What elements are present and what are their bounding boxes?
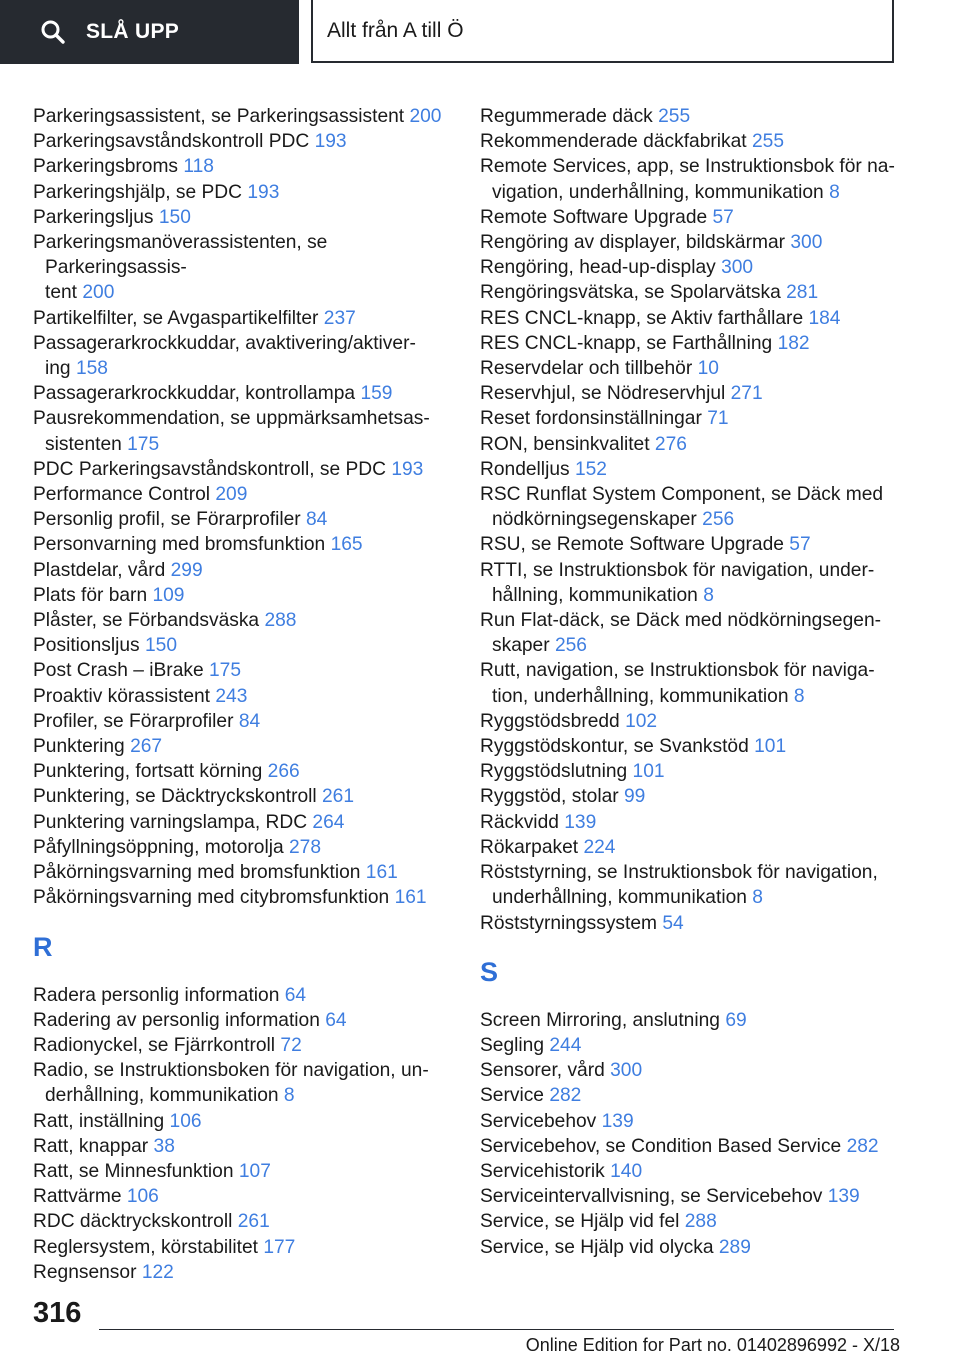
- index-entry-text: Ryggstödsbredd: [480, 710, 620, 732]
- section-letter: S: [480, 956, 499, 987]
- index-entry-text: Servicehistorik: [480, 1160, 605, 1182]
- page-reference-link[interactable]: 175: [208, 660, 241, 682]
- index-entry: [33, 532, 463, 557]
- index-entry-text: Reservhjul, se Nödreservhjul: [480, 383, 726, 405]
- index-entry-text: Rondelljus: [480, 458, 570, 480]
- index-entry-text: Radera personlig information: [33, 984, 280, 1006]
- index-entry-text: Ratt, inställning: [33, 1110, 165, 1132]
- index-entry: [480, 1134, 910, 1159]
- index-entry-text: RON, bensinkvalitet: [480, 433, 650, 455]
- page-reference-link[interactable]: 299: [170, 559, 203, 581]
- index-entry-text: Screen Mirroring, anslutning: [480, 1009, 720, 1031]
- index-entry: [33, 709, 463, 734]
- search-button[interactable]: [0, 0, 299, 64]
- index-entry: [33, 104, 463, 129]
- index-entry-text: Parkeringsavståndskontroll PDC: [33, 131, 310, 153]
- index-entry-text: RTTI, se Instruktionsbok för navigation, under- hållning, kommunikation: [480, 559, 875, 606]
- index-entry-text: Parkeringshjälp, se PDC: [33, 181, 243, 203]
- index-entry-text: Service, se Hjälp vid fel: [480, 1211, 680, 1233]
- index-entry-text: Plastdelar, vård: [33, 559, 166, 581]
- page-reference-link[interactable]: 193: [314, 131, 347, 153]
- page-reference-link[interactable]: 256: [702, 509, 735, 531]
- section-letter: R: [33, 931, 53, 962]
- index-entry-text: Partikelfilter, se Avgaspartikelfilter: [33, 307, 319, 329]
- index-entry-text: Remote Software Upgrade: [480, 206, 708, 228]
- index-column-left: [33, 104, 463, 1285]
- page-reference-link[interactable]: 276: [654, 433, 687, 455]
- index-title-tab[interactable]: [311, 0, 894, 63]
- page-reference-link[interactable]: 139: [564, 811, 597, 833]
- page-reference-link[interactable]: 161: [365, 862, 398, 884]
- page-reference-link[interactable]: 84: [306, 509, 328, 531]
- index-entry-text: Påkörningsvarning med bromsfunktion: [33, 862, 361, 884]
- index-entry: [480, 784, 910, 809]
- page-reference-link[interactable]: 139: [827, 1186, 860, 1208]
- page-reference-link[interactable]: 209: [215, 484, 248, 506]
- index-entry-text: Parkeringsmanöverassistenten, se Parkeringsassis- tent: [33, 232, 328, 304]
- index-entry: [33, 810, 463, 835]
- page-reference-link[interactable]: 38: [153, 1135, 175, 1157]
- page-reference-link[interactable]: 150: [158, 206, 191, 228]
- page-reference-link[interactable]: 152: [574, 458, 607, 480]
- index-entry: [33, 306, 463, 331]
- index-entry-text: Proaktiv körassistent: [33, 685, 211, 707]
- index-entry-text: Rengöringsvätska, se Spolarvätska: [480, 282, 781, 304]
- index-entry: [480, 356, 910, 381]
- index-entry-text: Passagerarkrockkuddar, kontrollampa: [33, 383, 356, 405]
- page-reference-link[interactable]: 10: [697, 358, 719, 380]
- index-entry-text: Påkörningsvarning med citybromsfunktion: [33, 887, 390, 909]
- index-entry: [33, 482, 463, 507]
- page-reference-link[interactable]: 101: [632, 761, 665, 783]
- index-entry: [480, 810, 910, 835]
- index-entry-text: Ratt, se Minnesfunktion: [33, 1160, 234, 1182]
- page-reference-link[interactable]: 165: [330, 534, 363, 556]
- page-reference-link[interactable]: 264: [312, 811, 345, 833]
- index-entry: [480, 1008, 910, 1033]
- page-reference-link[interactable]: 101: [754, 736, 787, 758]
- page-reference-link[interactable]: 261: [237, 1211, 270, 1233]
- index-entry-text: Punktering, fortsatt körning: [33, 761, 263, 783]
- index-entry-text: Personvarning med bromsfunktion: [33, 534, 326, 556]
- index-entry-text: Service, se Hjälp vid olycka: [480, 1236, 714, 1258]
- index-entry: [480, 835, 910, 860]
- index-entry-text: Segling: [480, 1034, 545, 1056]
- index-entry-text: Rattvärme: [33, 1186, 122, 1208]
- page-reference-link[interactable]: 140: [610, 1160, 643, 1182]
- page-reference-link[interactable]: 184: [808, 307, 841, 329]
- index-entry-text: Post Crash – iBrake: [33, 660, 204, 682]
- index-entry-text: Remote Services, app, se Instruktionsbok för na- vigation, underhållning, kommunikation: [480, 156, 895, 203]
- index-entry-text: Ryggstöd, stolar: [480, 786, 619, 808]
- index-entry-text: Parkeringsbroms: [33, 156, 179, 178]
- index-entry: [33, 835, 463, 860]
- index-entry: [480, 558, 910, 608]
- index-entry: [480, 734, 910, 759]
- index-entry: [480, 532, 910, 557]
- index-entry: [33, 205, 463, 230]
- page-reference-link[interactable]: 109: [152, 584, 185, 606]
- page-reference-link[interactable]: 8: [703, 584, 714, 606]
- page-reference-link[interactable]: 8: [283, 1085, 295, 1107]
- page-reference-link[interactable]: 102: [625, 710, 658, 732]
- index-entry: [480, 1159, 910, 1184]
- page-reference-link[interactable]: 8: [829, 181, 840, 203]
- index-entry: [480, 608, 910, 658]
- index-entry: [480, 759, 910, 784]
- index-entry: [480, 1058, 910, 1083]
- page-reference-link[interactable]: 237: [323, 307, 356, 329]
- index-entry: [480, 1184, 910, 1209]
- index-entry: [33, 1159, 463, 1184]
- footer-edition: Online Edition for Part no. 01402896992 - X/18: [525, 1335, 900, 1355]
- index-entry-text: Radionyckel, se Fjärrkontroll: [33, 1034, 276, 1056]
- page-reference-link[interactable]: 278: [289, 836, 322, 858]
- index-entry-text: Rekommenderade däckfabrikat: [480, 131, 747, 153]
- page-reference-link[interactable]: 266: [267, 761, 300, 783]
- index-entry: [33, 885, 463, 910]
- index-entry-text: Parkeringsljus: [33, 206, 154, 228]
- page-reference-link[interactable]: 158: [75, 358, 108, 380]
- index-entry-text: Radio, se Instruktionsboken för navigation, un- derhållning, kommunikation: [33, 1060, 429, 1107]
- page-reference-link[interactable]: 8: [752, 887, 763, 909]
- page-reference-link[interactable]: 200: [82, 282, 115, 304]
- index-entry: [33, 1209, 463, 1234]
- index-entry: [33, 1033, 463, 1058]
- index-entry-text: Servicebehov, se Condition Based Service: [480, 1135, 842, 1157]
- page-reference-link[interactable]: 300: [790, 232, 823, 254]
- index-entry: [33, 860, 463, 885]
- index-entry-text: Rengöring av displayer, bildskärmar: [480, 232, 786, 254]
- search-button-label: SLÅ UPP: [86, 20, 180, 43]
- index-entry: [480, 1033, 910, 1058]
- index-entry: [480, 911, 910, 936]
- index-entry: [33, 784, 463, 809]
- page-reference-link[interactable]: 57: [789, 534, 811, 556]
- index-entry-text: Reservdelar och tillbehör: [480, 358, 693, 380]
- page-number: 316: [33, 1297, 82, 1329]
- index-entry-text: Regnsensor: [33, 1261, 137, 1283]
- page-reference-link[interactable]: 150: [145, 635, 178, 657]
- index-entry-text: RES CNCL-knapp, se Aktiv farthållare: [480, 307, 804, 329]
- index-entry-text: Ryggstödslutning: [480, 761, 628, 783]
- page-reference-link[interactable]: 261: [322, 786, 355, 808]
- index-entry: [480, 860, 910, 910]
- index-entry: [480, 230, 910, 255]
- index-entry: [33, 331, 463, 381]
- index-entry-text: Parkeringsassistent, se Parkeringsassistent: [33, 106, 405, 127]
- index-entry-text: Punktering, se Däcktryckskontroll: [33, 786, 317, 808]
- index-entry: [33, 558, 463, 583]
- page-reference-link[interactable]: 243: [215, 685, 248, 707]
- index-entry-text: Personlig profil, se Förarprofiler: [33, 509, 301, 531]
- index-entry: [480, 709, 910, 734]
- page-reference-link[interactable]: 256: [554, 635, 587, 657]
- index-entry: [480, 432, 910, 457]
- index-entry: [480, 381, 910, 406]
- index-entry-text: Passagerarkrockkuddar, avaktivering/aktiver- ing: [33, 332, 416, 380]
- index-entry-text: Ratt, knappar: [33, 1135, 149, 1157]
- page-reference-link[interactable]: 57: [712, 206, 734, 228]
- index-entry: [33, 1008, 463, 1033]
- index-entry-text: Ryggstödskontur, se Svankstöd: [480, 736, 749, 758]
- index-entry: [33, 734, 463, 759]
- index-entry-text: Profiler, se Förarprofiler: [33, 710, 234, 732]
- index-entry-text: Rökarpaket: [480, 836, 579, 858]
- page-reference-link[interactable]: 69: [725, 1009, 747, 1031]
- index-entry: [33, 684, 463, 709]
- index-entry: [480, 154, 910, 204]
- index-entry: [33, 583, 463, 608]
- index-entry: [33, 608, 463, 633]
- index-entry-text: Röststyrning, se Instruktionsbok för navigation, underhållning, kommunikation: [480, 862, 878, 909]
- page-reference-link[interactable]: 200: [409, 106, 442, 127]
- page-reference-link[interactable]: 71: [707, 408, 729, 430]
- index-entry: [33, 1184, 463, 1209]
- index-entry: [33, 1134, 463, 1159]
- page-reference-link[interactable]: 193: [247, 181, 280, 203]
- page-reference-link[interactable]: 106: [169, 1110, 202, 1132]
- index-entry-text: Reset fordonsinställningar: [480, 408, 702, 430]
- index-entry: [480, 255, 910, 280]
- index-entry: [480, 482, 910, 532]
- index-entry-text: Radering av personlig information: [33, 1009, 320, 1031]
- page-reference-link[interactable]: 288: [684, 1211, 717, 1233]
- page-reference-link[interactable]: 159: [360, 383, 393, 405]
- page-reference-link[interactable]: 72: [280, 1034, 302, 1056]
- index-entry-text: Serviceintervallvisning, se Servicebehov: [480, 1186, 823, 1208]
- index-entry: [480, 1083, 910, 1108]
- index-entry-text: RDC däcktryckskontroll: [33, 1211, 233, 1233]
- index-entry: [33, 129, 463, 154]
- index-entry-text: Sensorer, vård: [480, 1060, 605, 1082]
- index-entry: [480, 457, 910, 482]
- index-column-right: [480, 104, 910, 1260]
- page-reference-link[interactable]: 282: [549, 1085, 582, 1107]
- index-entry: [480, 1109, 910, 1134]
- page-reference-link[interactable]: 255: [658, 106, 691, 127]
- index-entry-text: Pausrekommendation, se uppmärksamhetsas- sistenten: [33, 408, 430, 455]
- index-entry: [33, 983, 463, 1008]
- page-reference-link[interactable]: 99: [624, 786, 646, 808]
- page-reference-link[interactable]: 267: [130, 736, 163, 758]
- page-reference-link[interactable]: 271: [730, 383, 763, 405]
- index-entry-text: Performance Control: [33, 484, 211, 506]
- page-reference-link[interactable]: 177: [263, 1236, 296, 1258]
- index-entry: [33, 381, 463, 406]
- index-entry-text: Punktering varningslampa, RDC: [33, 811, 308, 833]
- index-entry: [33, 507, 463, 532]
- index-entry-text: Service: [480, 1085, 544, 1107]
- index-entry: [33, 1058, 463, 1108]
- index-entry: [480, 331, 910, 356]
- index-entry: [33, 457, 463, 482]
- index-entry-text: Plats för barn: [33, 584, 148, 606]
- page-reference-link[interactable]: 300: [721, 257, 754, 279]
- page-reference-link[interactable]: 224: [583, 836, 616, 858]
- page-reference-link[interactable]: 175: [127, 433, 160, 455]
- top-bar: [0, 0, 960, 66]
- index-entry-text: Rutt, navigation, se Instruktionsbok för naviga- tion, underhållning, kommunikation: [480, 660, 875, 707]
- page-reference-link[interactable]: 64: [284, 984, 307, 1006]
- footer-divider: [99, 1329, 894, 1330]
- index-entry: [480, 104, 910, 129]
- index-entry: [33, 658, 463, 683]
- index-entry: [33, 1260, 463, 1285]
- page-reference-link[interactable]: 244: [549, 1034, 582, 1056]
- index-entry-text: Positionsljus: [33, 635, 140, 657]
- index-entry-text: PDC Parkeringsavståndskontroll, se PDC: [33, 458, 386, 480]
- page-reference-link[interactable]: 106: [126, 1186, 159, 1208]
- index-entry-text: Rengöring, head-up-display: [480, 257, 716, 279]
- index-entry: [480, 280, 910, 305]
- page-reference-link[interactable]: 84: [238, 710, 261, 732]
- index-entry-text: RSC Runflat System Component, se Däck med nödkörningsegenskaper: [480, 484, 884, 531]
- index-entry: [33, 633, 463, 658]
- page-reference-link[interactable]: 118: [183, 156, 214, 178]
- page-reference-link[interactable]: 300: [610, 1060, 643, 1082]
- index-entry-text: Regummerade däck: [480, 106, 653, 127]
- page-reference-link[interactable]: 282: [846, 1135, 879, 1157]
- page-reference-link[interactable]: 289: [718, 1236, 751, 1258]
- page-reference-link[interactable]: 54: [662, 912, 684, 934]
- index-entry: [33, 759, 463, 784]
- page-reference-link[interactable]: 139: [601, 1110, 634, 1132]
- index-entry-text: Räckvidd: [480, 811, 559, 833]
- index-entry-text: Servicebehov: [480, 1110, 597, 1132]
- index-entry: [480, 205, 910, 230]
- page-reference-link[interactable]: 8: [793, 685, 805, 707]
- page-reference-link[interactable]: 107: [238, 1160, 271, 1182]
- index-entry: [33, 180, 463, 205]
- index-entry-text: RES CNCL-knapp, se Farthållning: [480, 332, 773, 354]
- index-title: Allt från A till Ö: [327, 18, 464, 42]
- page-reference-link[interactable]: 182: [777, 332, 810, 354]
- page-reference-link[interactable]: 281: [786, 282, 819, 304]
- index-entry: [480, 658, 910, 708]
- index-entry: [33, 1109, 463, 1134]
- page-reference-link[interactable]: 193: [391, 458, 424, 480]
- index-entry-text: Plåster, se Förbandsväska: [33, 610, 260, 632]
- index-entry: [33, 230, 463, 306]
- page-reference-link[interactable]: 122: [141, 1261, 174, 1283]
- magnifier-icon: [40, 19, 66, 45]
- index-entry-text: RSU, se Remote Software Upgrade: [480, 534, 784, 556]
- index-entry-text: Påfyllningsöppning, motorolja: [33, 836, 284, 858]
- index-entry-text: Reglersystem, körstabilitet: [33, 1236, 258, 1258]
- index-entry: [480, 406, 910, 431]
- index-entry-text: Punktering: [33, 736, 125, 758]
- index-entry-text: Run Flat-däck, se Däck med nödkörningsegen- skaper: [480, 610, 882, 657]
- index-entry: [480, 306, 910, 331]
- page-reference-link[interactable]: 161: [394, 887, 427, 909]
- index-entry: [33, 1235, 463, 1260]
- index-entry: [33, 406, 463, 456]
- index-entry: [480, 129, 910, 154]
- page-reference-link[interactable]: 288: [264, 610, 297, 632]
- index-entry-text: Röststyrningssystem: [480, 912, 657, 934]
- index-entry: [480, 1209, 910, 1234]
- page-reference-link[interactable]: 64: [325, 1009, 347, 1031]
- page-reference-link[interactable]: 255: [751, 131, 784, 153]
- index-entry: [33, 154, 463, 179]
- index-entry: [480, 1235, 910, 1260]
